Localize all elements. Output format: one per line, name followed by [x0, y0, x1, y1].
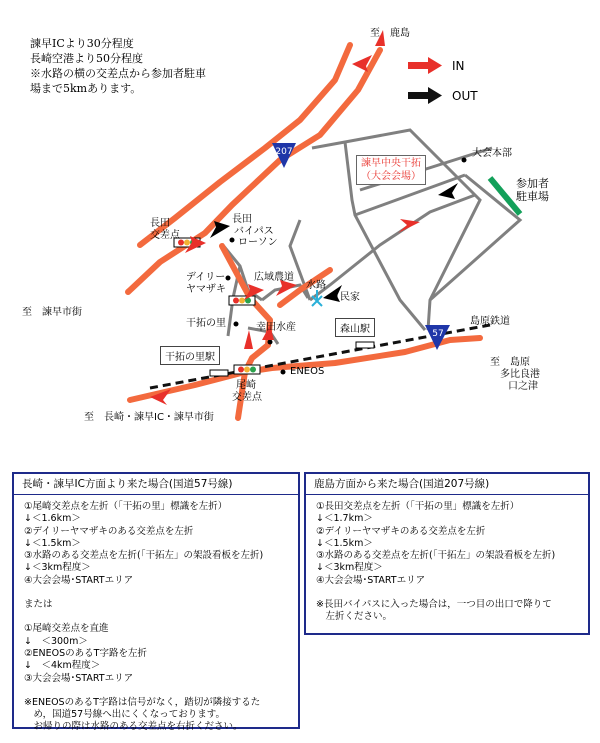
- label-to-isahaya: 至 諫早市街: [22, 307, 82, 318]
- label-ozaki-intersection: 交差点: [232, 392, 262, 403]
- step-line: ↓ ＜300m＞: [24, 635, 88, 647]
- step-line: ②ENEOSのあるT字路を左折: [24, 647, 147, 659]
- label-nagata-bypass-1: 長田: [232, 214, 252, 225]
- venue-line2: （大会会場）: [361, 171, 421, 182]
- svg-text:207: 207: [275, 147, 293, 157]
- step-line: ①尾崎交差点を左折（「干拓の里」標識を左折）: [24, 501, 228, 512]
- label-kantaku-no-sato: 干拓の里: [186, 318, 226, 329]
- note-line: ※水路の横の交差点から参加者駐車: [30, 67, 206, 80]
- label-parking-2: 駐車場: [516, 190, 549, 203]
- legend-out-arrow: [408, 87, 442, 104]
- panel-title: 長崎・諫早IC方面より来た場合(国道57号線): [14, 474, 298, 495]
- legend-in-label: IN: [452, 59, 465, 73]
- access-note: [30, 36, 206, 96]
- step-line: ①尾崎交差点を直進: [24, 623, 109, 635]
- signal-ozaki: [234, 365, 260, 374]
- label-to-nagasaki: 至 長崎・諫早IC・諫早市街: [84, 412, 214, 423]
- note-line: ※長田バイパスに入った場合は，一つ目の出口で降りて: [316, 599, 552, 611]
- label-shimabara-railway: 島原鉄道: [470, 316, 510, 327]
- step-line: ↓＜3km程度＞: [24, 562, 91, 574]
- step-line: ①長田交差点を左折（「干拓の里」標識を左折）: [316, 501, 520, 512]
- step-line: ②デイリーヤマザキのある交差点を左折: [316, 525, 486, 537]
- label-konda-suisan: 幸田水産: [256, 322, 296, 333]
- step-line: ↓＜1.6km＞: [24, 513, 81, 525]
- legend-in-arrow: [408, 57, 442, 74]
- label-kuchinotsu: 口之津: [508, 381, 538, 392]
- step-line: ↓＜1.5km＞: [24, 537, 81, 549]
- venue-label: [356, 155, 426, 185]
- legend-out-label: OUT: [452, 89, 478, 103]
- label-nagata: 長田: [150, 218, 170, 229]
- label-daily-2: ヤマザキ: [186, 284, 226, 295]
- or-label: または: [24, 599, 53, 611]
- venue-line1: 諫早中央干拓: [361, 158, 421, 169]
- label-to-kashima: 至 鹿島: [370, 28, 410, 39]
- label-parking-1: 参加者: [516, 177, 549, 190]
- note-line: 長崎空港より50分程度: [30, 52, 143, 65]
- step-line: ②デイリーヤマザキのある交差点を左折: [24, 525, 194, 537]
- moriyama-station-box: 森山駅: [335, 318, 375, 337]
- note-line: お帰りの際は水路のある交差点を右折ください。: [24, 721, 243, 733]
- directions-panel-kashima: [304, 472, 590, 635]
- label-nagata-bypass-2: バイパス: [234, 226, 274, 237]
- note-line: 諫早ICより30分程度: [30, 37, 134, 50]
- label-daily-1: デイリー: [186, 272, 226, 283]
- step-line: ↓＜1.5km＞: [316, 537, 373, 549]
- label-suiro: 水路: [306, 280, 326, 291]
- panel-title: 鹿島方面から来た場合(国道207号線): [306, 474, 588, 495]
- label-koiki-nodo: 広域農道: [254, 272, 294, 283]
- note-line: 左折ください。: [316, 611, 393, 623]
- label-eneos: ENEOS: [290, 366, 325, 377]
- signal-daily: [229, 296, 255, 305]
- step-line: ↓ ＜4km程度＞: [24, 660, 101, 672]
- label-tairagi-port: 多比良港: [500, 369, 540, 380]
- step-line: ④大会会場･STARTエリア: [24, 574, 134, 586]
- moriyama-station-marker: [356, 342, 374, 348]
- label-lawson: ローソン: [238, 237, 278, 248]
- step-line: ↓＜3km程度＞: [316, 562, 383, 574]
- step-line: ③水路のある交差点を左折(「干拓左」の架設看板を左折): [24, 550, 264, 562]
- label-taikai-honbu: 大会本部: [472, 148, 512, 159]
- label-ozaki: 尾崎: [236, 380, 256, 391]
- kantaku-station-box: 干拓の里駅: [160, 346, 220, 365]
- note-line: 場まで5kmあります。: [30, 82, 142, 95]
- landmark-dots: [226, 158, 467, 375]
- step-line: ③大会会場･STARTエリア: [24, 672, 134, 684]
- directions-panel-nagasaki: [12, 472, 300, 733]
- note-line: ※ENEOSのあるT字路は信号がなく，踏切が隣接するた: [24, 696, 261, 708]
- label-nagata-intersection: 交差点: [150, 230, 180, 241]
- label-minka: 民家: [340, 292, 360, 303]
- step-line: ③水路のある交差点を左折(「干拓左」の架設看板を左折): [316, 550, 556, 562]
- step-line: ↓＜1.7km＞: [316, 513, 373, 525]
- note-line: め，国道57号線へ出にくくなっております。: [24, 709, 225, 721]
- step-line: ④大会会場･STARTエリア: [316, 574, 426, 586]
- kantaku-station-marker: [210, 370, 228, 376]
- svg-text:57: 57: [432, 329, 444, 339]
- label-to-shimabara: 至 島原: [490, 357, 530, 368]
